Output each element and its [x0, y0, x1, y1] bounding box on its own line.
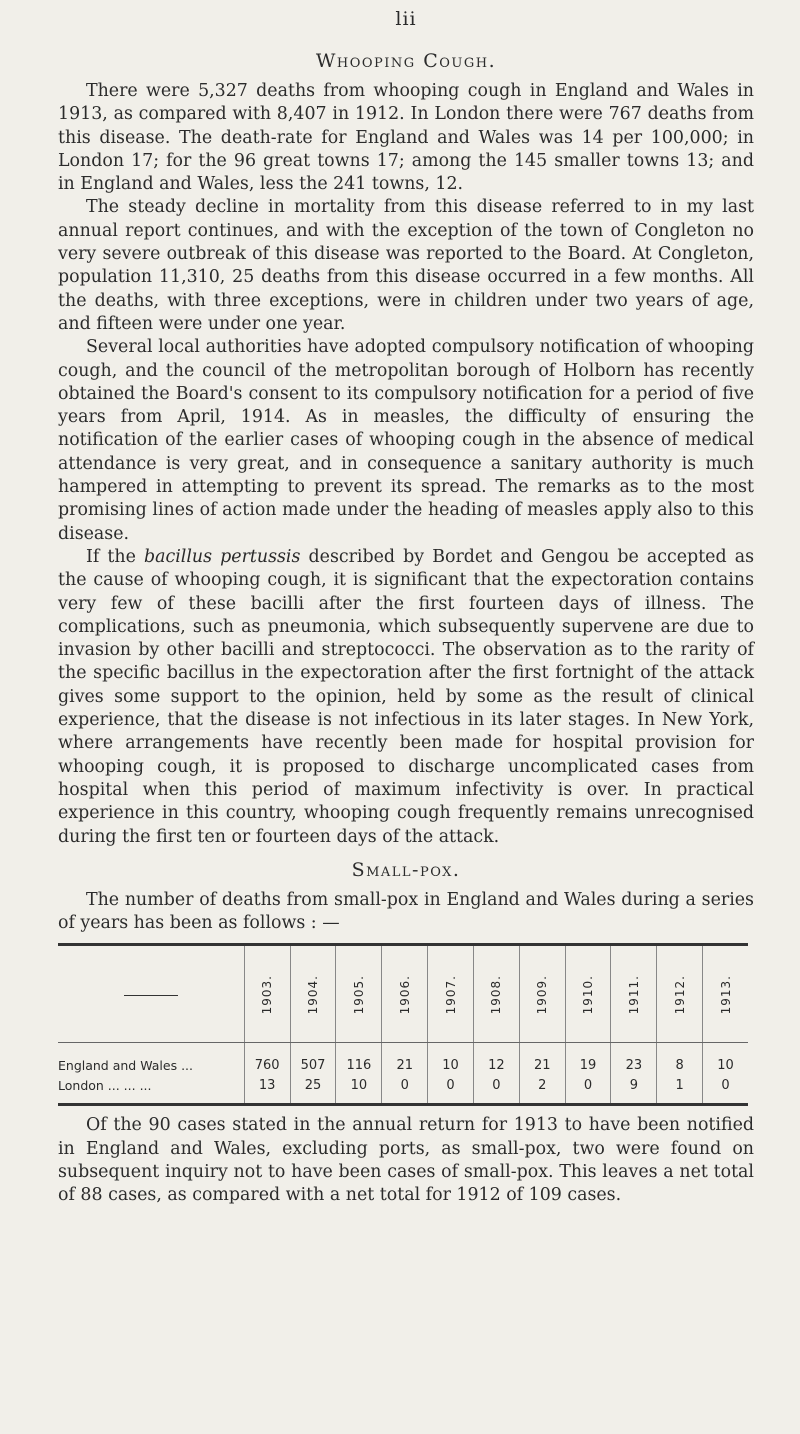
year-header	[290, 945, 336, 1043]
table-cell: 2	[519, 1075, 565, 1105]
paragraph-2: The steady decline in mortality from this disease referred to in my last annual report continues, and with the exception of the town of Congleton no very severe outbreak of this disease was reported to the Board. At Congleton, population 11,310, 25 deaths from this disease occurred in a few months. All the deaths, with three exceptions, were in children under two years of age, and fifteen were under one year.	[58, 197, 754, 334]
dash-mark	[124, 995, 178, 996]
small-pox-heading: Small-pox.	[351, 858, 461, 881]
year-label: 1910.	[581, 974, 596, 1015]
table-cell: 0	[473, 1075, 519, 1105]
table-cell: 23	[611, 1043, 657, 1076]
paragraph-3: Several local authorities have adopted compulsory notification of whooping cough, and the council of the metropolitan borough of Holborn has recently obtained the Board's consent to its compulsory notification for a period of five years from April, 1914. As in measles, the difficulty of ensuring the notification of the earlier cases of whooping cough in the absence of medical attendance is very great, and in consequence a sanitary authority is much hampered in attempting to prevent its spread. The remarks as to the most promising lines of action made under the heading of measles apply also to this disease.	[58, 337, 754, 544]
table-cell: 1	[657, 1075, 703, 1105]
paragraph-4	[58, 546, 754, 849]
year-label: 1903.	[260, 974, 275, 1015]
table-cell: 21	[382, 1043, 428, 1076]
table-cell: 0	[565, 1075, 611, 1105]
table-cell: 0	[703, 1075, 748, 1105]
year-header	[428, 945, 474, 1043]
small-pox-notified-cases: Of the 90 cases stated in the annual return for 1913 to have been notified in England and Wales, excluding ports, as small-pox, two were found on subsequent inquiry not to have been cases of small-pox. This leaves a net total of 88 cases, as compared with a net total for 1912 of 109 cases.	[58, 1115, 754, 1206]
paragraph-1: There were 5,327 deaths from whooping cough in England and Wales in 1913, as compared with 8,407 in 1912. In London there were 767 deaths from this disease. The death-rate for England and Wales was 14 per 100,000; in London 17; for the 96 great towns 17; among the 145 smaller towns 13; and in England and Wales, less the 241 towns, 12.	[58, 81, 754, 195]
year-label: 1908.	[489, 974, 504, 1015]
table-header-row	[58, 945, 748, 1043]
table-row-england-wales	[58, 1043, 748, 1076]
table-cell: 19	[565, 1043, 611, 1076]
header-corner	[58, 945, 244, 1043]
table-cell: 21	[519, 1043, 565, 1076]
table-cell: 12	[473, 1043, 519, 1076]
year-header	[657, 945, 703, 1043]
row-label: London ... ... ...	[58, 1075, 244, 1105]
table-cell: 10	[336, 1075, 382, 1105]
year-header	[703, 945, 748, 1043]
bacillus-name: bacillus pertussis	[144, 546, 301, 567]
year-header	[244, 945, 290, 1043]
small-pox-deaths-table	[58, 943, 748, 1106]
table-cell: 9	[611, 1075, 657, 1105]
table-cell: 8	[657, 1043, 703, 1076]
year-header	[382, 945, 428, 1043]
table-cell: 10	[428, 1043, 474, 1076]
table-cell: 25	[290, 1075, 336, 1105]
year-label: 1913.	[718, 974, 733, 1015]
table-cell: 0	[382, 1075, 428, 1105]
year-label: 1912.	[672, 974, 687, 1015]
table-row-london	[58, 1075, 748, 1105]
page-number: lii	[395, 8, 417, 30]
year-label: 1905.	[351, 974, 366, 1015]
table-cell: 507	[290, 1043, 336, 1076]
year-header	[336, 945, 382, 1043]
paragraph-4-start: If the	[86, 546, 144, 567]
year-header	[611, 945, 657, 1043]
year-header	[473, 945, 519, 1043]
whooping-cough-heading: Whooping Cough.	[315, 50, 497, 72]
paragraph-4-rest: described by Bordet and Gengou be accepted as the cause of whooping cough, it is significant that the expectoration contains very few of these bacilli after the first fourteen days of illness. The complications, such as pneumonia, which subsequently supervene are due to invasion by other bacilli and streptococci. The observation as to the rarity of the specific bacillus in the expectoration after the first fortnight of the attack gives some support to the opinion, held by some as the result of clinical experience, that the disease is not infectious in its later stages. In New York, where arrangements have recently been made for hospital provision for whooping cough, it is proposed to discharge uncomplicated cases from hospital when this period of maximum infectivity is over. In practical experience in this country, whooping cough frequently remains unrecognised during the first ten or fourteen days of the attack.	[58, 546, 755, 847]
year-label: 1904.	[306, 974, 320, 1015]
small-pox-intro: The number of deaths from small-pox in England and Wales during a series of years has been as follows : —	[58, 889, 754, 934]
year-label: 1909.	[535, 974, 550, 1015]
table-cell: 0	[428, 1075, 474, 1105]
row-label: England and Wales ...	[58, 1057, 193, 1073]
table-cell: 116	[336, 1043, 382, 1076]
table-cell: 760	[244, 1043, 290, 1076]
year-label: 1907.	[443, 974, 458, 1015]
year-label: 1911.	[626, 974, 641, 1015]
table-cell: 10	[703, 1043, 748, 1076]
year-header	[565, 945, 611, 1043]
year-label: 1906.	[397, 974, 412, 1015]
table-cell: 13	[244, 1075, 290, 1105]
year-header	[519, 945, 565, 1043]
